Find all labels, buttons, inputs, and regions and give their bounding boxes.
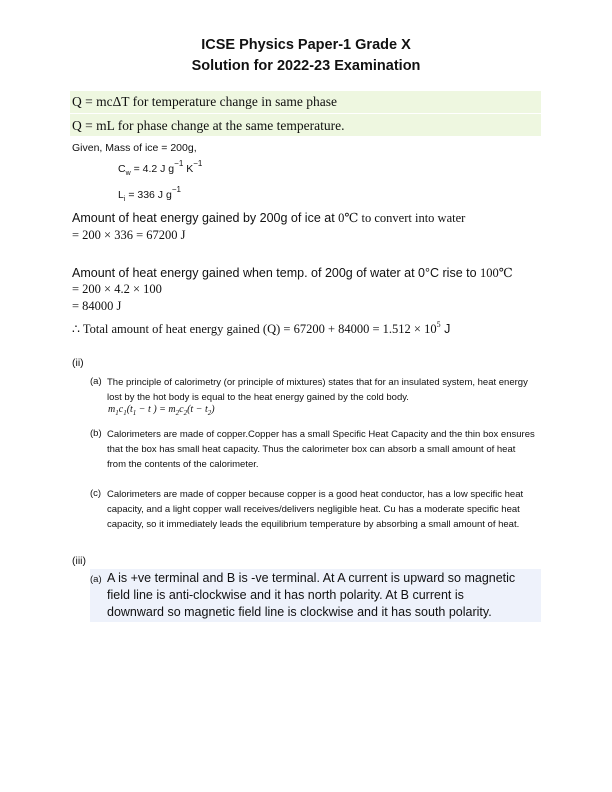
part-ii-b-label: (b) <box>90 428 102 439</box>
part-ii-c-text: Calorimeters are made of copper because copper is a good heat conductor, has a low specific heat capacity, and a light copper wall receives/delivers negligible heat. Cu has a moderate specific heat capacity, so it immediately leads the equilibrium temperature by absorbing a small amount of heat. <box>107 489 524 530</box>
given-specific-heat: $C_w = 4.2$ J $g^{-1}$ $K^{-1}$ <box>118 159 203 177</box>
document-subtitle: Solution for 2022-23 Examination <box>191 58 421 74</box>
part-iii-line-2: field line is anti-clockwise and it has north polarity. At B current is <box>107 588 464 602</box>
ice-heat-heading: Amount of heat energy gained by 200g of ice at 0℃ to convert into water <box>72 211 466 225</box>
formula-heat-capacity: Q = mcΔT for temperature change in same phase <box>72 94 337 109</box>
part-iii-label: (iii) <box>72 555 86 567</box>
part-ii-label: (ii) <box>72 357 84 369</box>
formula-latent-heat: Q = mL for phase change at the same temperature. <box>72 118 345 133</box>
water-heat-calculation-2: = 84000 J <box>72 299 122 313</box>
part-ii-a-label: (a) <box>90 376 102 387</box>
document-title: ICSE Physics Paper-1 Grade X <box>201 37 411 53</box>
water-heat-calculation-1: = 200 × 4.2 × 100 <box>72 282 162 296</box>
part-ii-b-text: Calorimeters are made of copper.Copper has a small Specific Heat Capacity and the thin box ensures that the box has small heat capacity. Thus the calorimeter box can absorb a small amount of heat from the contents of the calorimeter. <box>107 429 535 470</box>
part-iii-a-label: (a) <box>90 574 102 585</box>
given-mass: Given, Mass of ice = 200g, <box>72 142 197 154</box>
part-ii-c-label: (c) <box>90 488 102 499</box>
water-heat-heading: Amount of heat energy gained when temp. of 200g of water at 0°C rise to 100℃ <box>72 266 513 280</box>
calorimetry-equation: $m_1c_1(t_1 - t$ ) = $m_2c_2(t - t_2)$ <box>108 404 215 417</box>
part-iii-line-3: downward so magnetic field line is clockwise and it has south polarity. <box>107 605 492 619</box>
part-iii-line-1: A is +ve terminal and B is -ve terminal. At A current is upward so magnetic <box>107 571 516 585</box>
ice-heat-calculation: = 200 × 336 = 67200 J <box>72 228 186 242</box>
total-heat-result: ∴ Total amount of heat energy gained $(Q) = 67200 + 84000 = 1.512 \times 10^5$ J <box>72 320 451 336</box>
given-latent-heat: $L_i = 336$ J $g^{-1}$ <box>118 185 181 203</box>
part-ii-a-text: The principle of calorimetry (or principle of mixtures) states that for an insulated system, heat energy lost by the hot body is equal to the heat energy gained by the cold body. <box>107 377 528 403</box>
